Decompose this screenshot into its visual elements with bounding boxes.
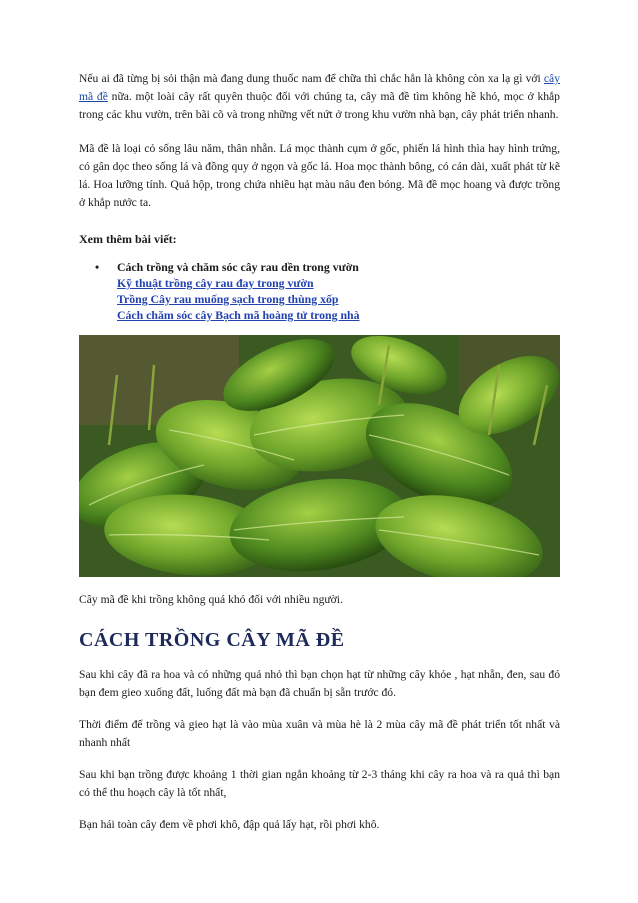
intro-paragraph-1	[79, 70, 560, 124]
photo-caption: Cây mã đề khi trồng không quá khó đối với nhiều người.	[79, 593, 343, 606]
related-link-bach-ma-hoang-tu[interactable]: Cách chăm sóc cây Bạch mã hoàng tử trong nhà	[117, 308, 360, 322]
related-links	[79, 275, 560, 323]
section-paragraph: Thời điểm để trồng và gieo hạt là vào mùa xuân và mùa hè là 2 mùa cây mã đề phát triển tốt nhất và nhanh nhất	[79, 718, 560, 749]
section-paragraph: Bạn hái toàn cây đem về phơi khô, đập quả lấy hạt, rồi phơi khô.	[79, 818, 380, 831]
plantain-photo	[79, 335, 560, 577]
section-paragraph: Sau khi cây đã ra hoa và có những quả nhỏ thì bạn chọn hạt từ những cây khỏe , hạt nhẵn, đen, sau đó bạn đem gieo xuống đất, luống đất mà bạn đã chuẩn bị sẵn trước đó.	[79, 668, 560, 699]
related-article-title: Cách trồng và chăm sóc cây rau dền trong vườn	[117, 260, 359, 274]
bullet-icon: •	[95, 260, 100, 274]
see-more-heading: Xem thêm bài viết:	[79, 232, 177, 246]
section-paragraph: Sau khi bạn trồng được khoảng 1 thời gian ngắn khoảng từ 2-3 tháng khi cây ra hoa và ra quả thì bạn có thể thu hoạch cây là tốt nhất,	[79, 768, 560, 799]
document-page	[79, 70, 560, 848]
related-articles-list	[79, 259, 560, 275]
section-title: CÁCH TRỒNG CÂY MÃ ĐỀ	[79, 629, 345, 651]
plantain-leaves-illustration	[79, 335, 560, 577]
list-item	[79, 259, 560, 275]
related-link-rau-day[interactable]: Kỹ thuật trồng cây rau đay trong vườn	[117, 276, 314, 290]
related-link-rau-muong[interactable]: Trồng Cây rau muống sạch trong thùng xốp	[117, 292, 339, 306]
intro-text-before-link: Nếu ai đã từng bị sỏi thận mà đang dung thuốc nam để chữa thì chắc hẳn là không còn xa lạ gì với	[79, 72, 544, 85]
intro-text-after-link: nữa. một loài cây rất quyên thuộc đối với chúng ta, cây mã đề tìm không hề khó, mọc ở khắp trong các khu vườn, trên bãi cõ và trong những vết nứt ở trong khu vườn nhà bạn, cây phát triển nhanh.	[79, 90, 560, 121]
intro-paragraph-2: Mã đề là loại cỏ sống lâu năm, thân nhẵn. Lá mọc thành cụm ở gốc, phiến lá hình thìa hay hình trứng, có gân dọc theo sống lá và đồng quy ở ngọn và gốc lá. Hoa mọc thành bông, có cán dài, xuất phát từ kẽ lá. Hoa lưỡng tính. Quả hộp, trong chứa nhiều hạt màu nâu đen bóng. Mã đề mọc hoang và được trồng ở khắp nước ta.	[79, 142, 560, 209]
cay-ma-de-link[interactable]: cây mã đề	[79, 72, 560, 103]
